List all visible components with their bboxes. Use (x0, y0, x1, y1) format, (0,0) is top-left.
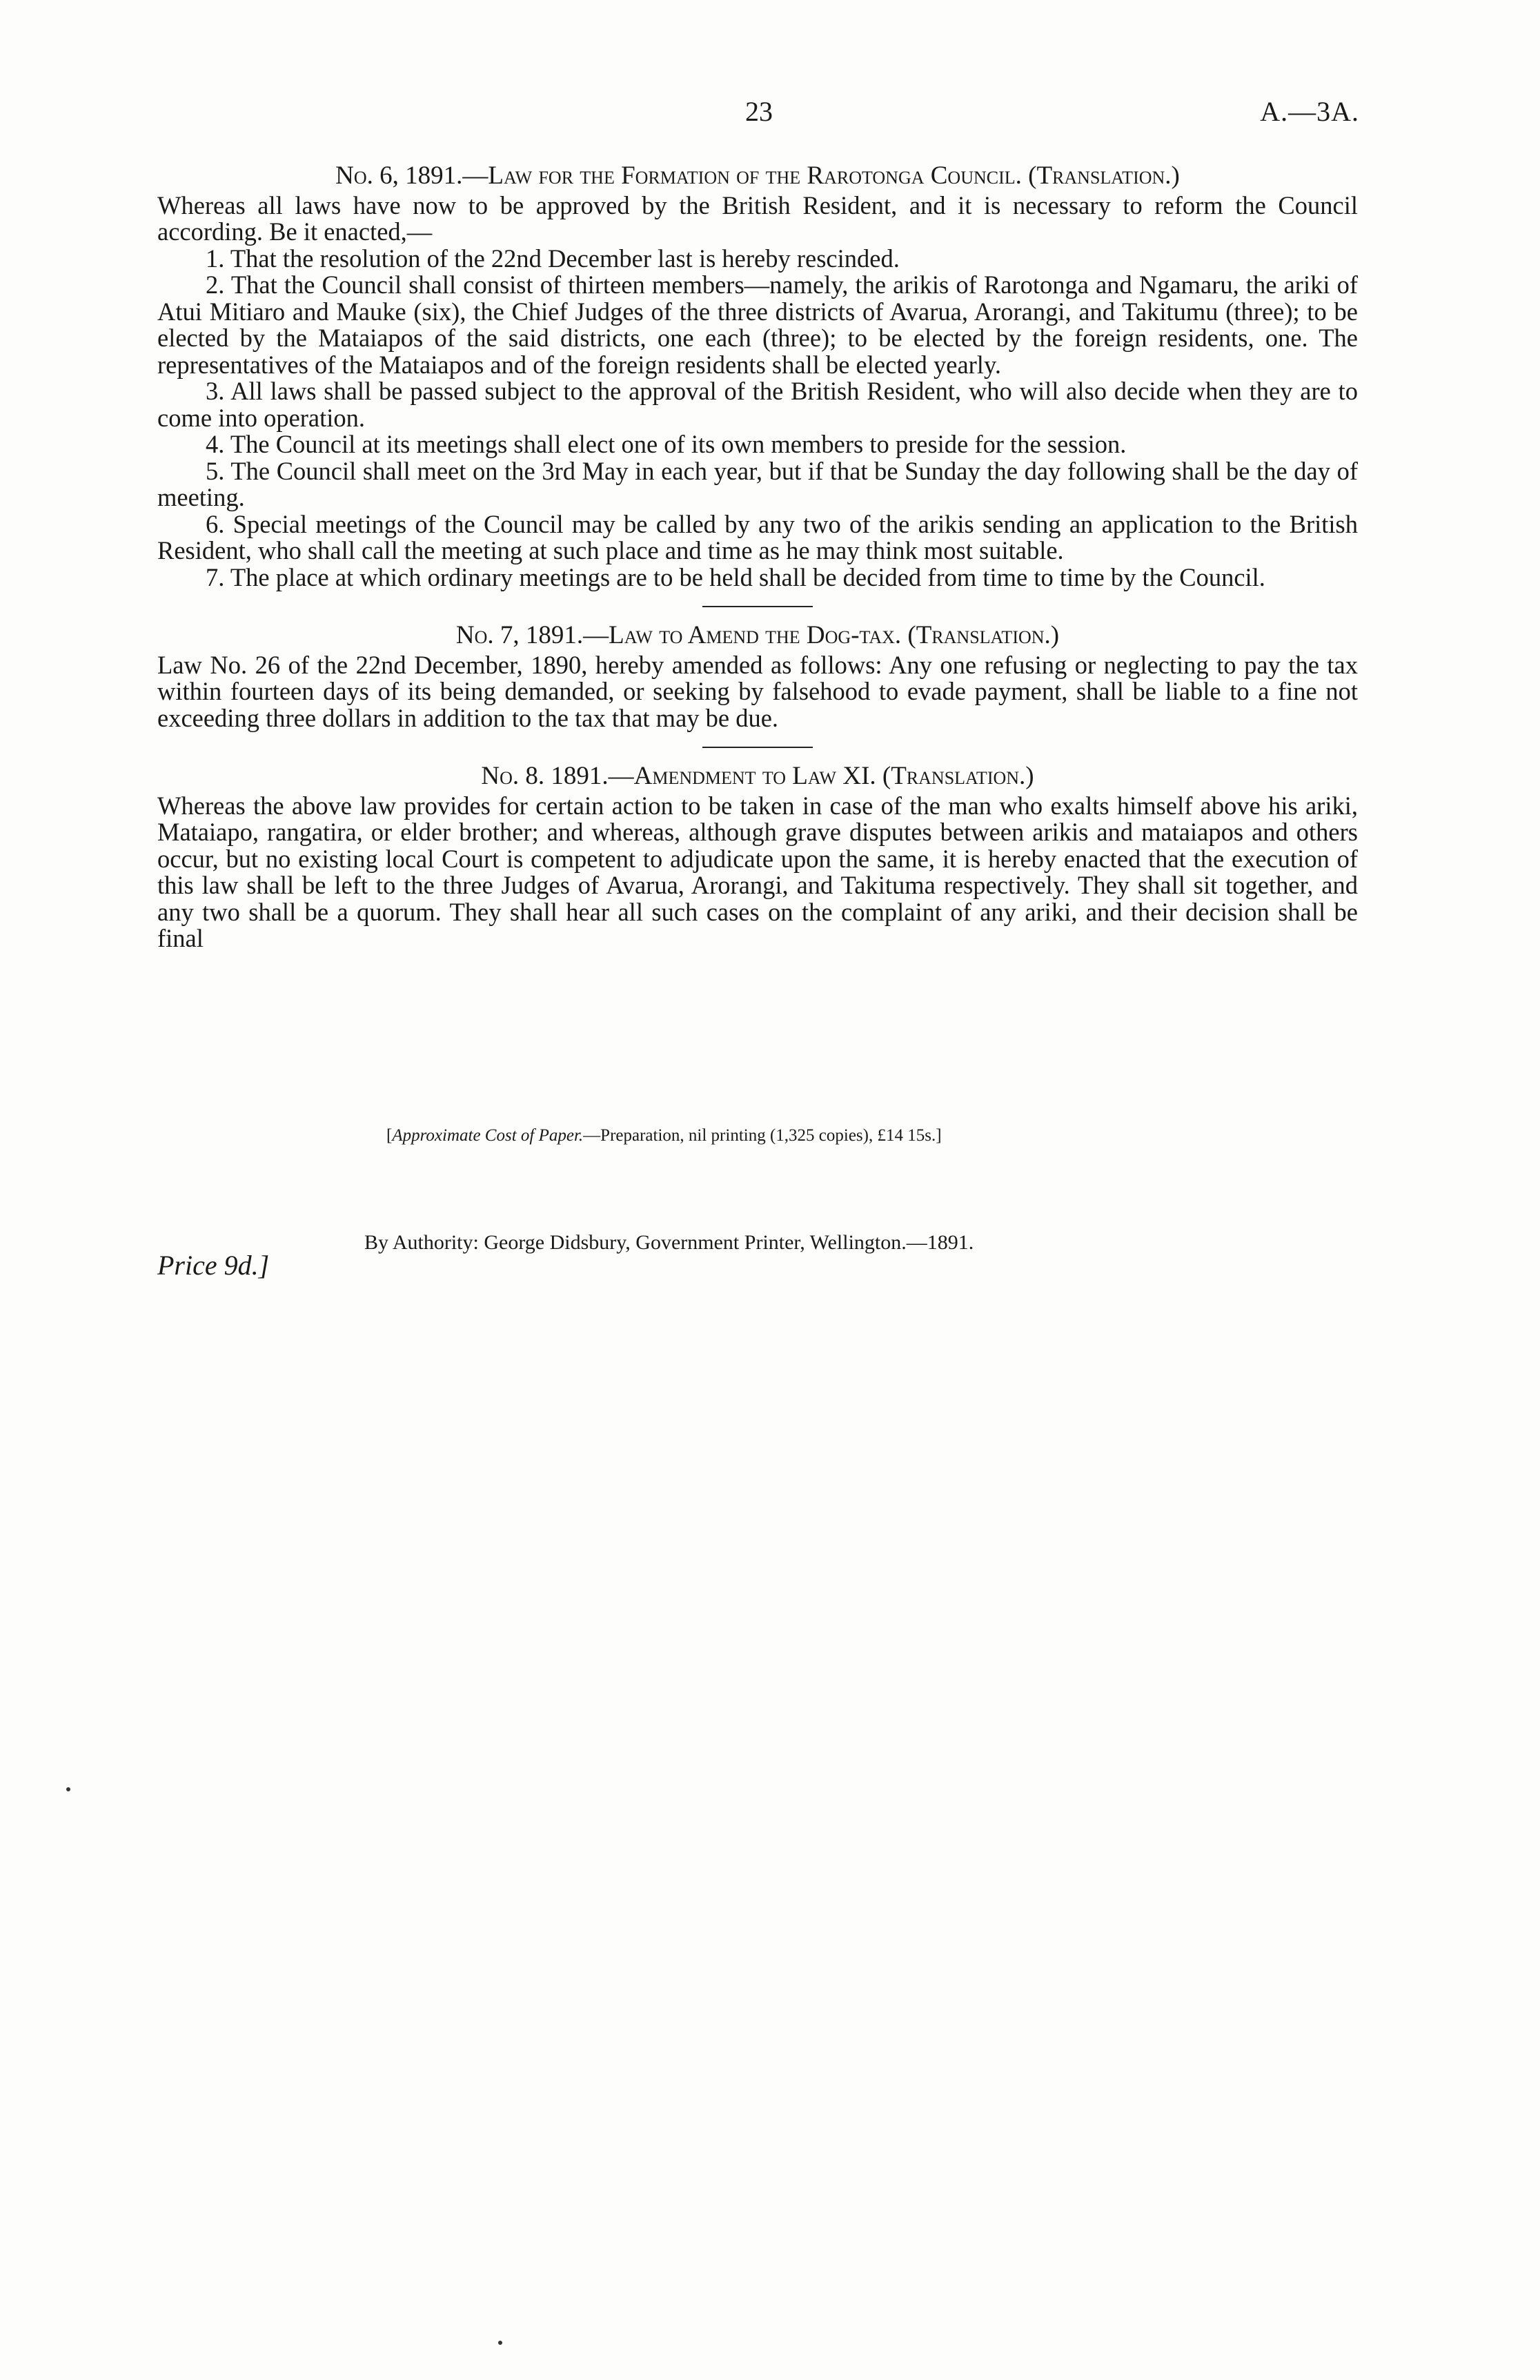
law6-clause-1: 1. That the resolution of the 22nd December last is hereby rescinded. (206, 244, 900, 273)
law7-text: Law No. 26 of the 22nd December, 1890, hereby amended as follows: Any one refusing or neglecting to pay the tax within fourteen days of its being demanded, or seeking by falsehood to evade payment, shall be liable to a fine not exceeding three dollars in addition to the tax that may be due. (157, 650, 1358, 732)
law6-clause-6: 6. Special meetings of the Council may be called by any two of the arikis sending an application to the British Resident, who shall call the meeting at such place and time as he may think most suitable. (157, 509, 1358, 564)
cost-text: —Preparation, nil printing (1,325 copies), £14 15s. (583, 1126, 936, 1145)
document-reference: A.—3A. (1260, 96, 1359, 127)
scan-speck (498, 2341, 502, 2345)
law8-text: Whereas the above law provides for certain action to be taken in case of the man who exalts himself above his ariki, Mataiapo, rangatira, or elder brother; and whereas, although grave disputes between arikis and mataiapos and others occur, but no existing local Court is competent to adjudicate upon the same, it is hereby enacted that the execution of this law shall be left to the three Judges of Avarua, Arorangi, and Takituma respectively. They shall sit together, and any two shall be a quorum. They shall hear all such cases on the complaint of any ariki, and their decision shall be final (157, 791, 1358, 952)
law7-heading: No. 7, 1891.—Law to Amend the Dog-tax. (Translation.) (455, 621, 1060, 649)
section-divider (702, 606, 813, 607)
cost-label: Approximate Cost of Paper. (392, 1126, 584, 1145)
scan-speck (66, 1787, 70, 1791)
law6-clause-2: 2. That the Council shall consist of thirteen members—namely, the arikis of Rarotonga and Ngamaru, the ariki of Atui Mitiaro and Mauke (six), the Chief Judges of the three districts of Avarua, Arorangi, and Takitumu (three); to be elected by the Mataiapos of the said districts, one each (three); to be elected by the foreign residents, one. The representatives of the Mataiapos and of the foreign residents shall be elected yearly. (157, 271, 1358, 379)
law6-preamble: Whereas all laws have now to be approved by the British Resident, and it is necessary to reform the Council according. Be it enacted,— (157, 190, 1358, 246)
law6-clause-7: 7. The place at which ordinary meetings are to be held shall be decided from time to time by the Council. (206, 562, 1265, 591)
page-number: 23 (745, 96, 773, 127)
section-divider (702, 747, 813, 748)
law8-heading: No. 8. 1891.—Amendment to Law XI. (Translation.) (481, 762, 1034, 790)
law6-clause-4: 4. The Council at its meetings shall elect one of its own members to preside for the session. (206, 430, 1127, 458)
law6-clause-5: 5. The Council shall meet on the 3rd May in each year, but if that be Sunday the day following shall be the day of meeting. (157, 456, 1358, 511)
law6-heading: No. 6, 1891.—Law for the Formation of the Rarotonga Council. (Translation.) (335, 161, 1180, 190)
price: Price 9d.] (157, 1250, 270, 1281)
printer-authority: By Authority: George Didsbury, Government Printer, Wellington.—1891. (364, 1231, 974, 1254)
document-body (157, 163, 1358, 952)
law6-clause-3: 3. All laws shall be passed subject to the approval of the British Resident, who will also decide when they are to come into operation. (157, 377, 1358, 432)
cost-note: [Approximate Cost of Paper.—Preparation, nil printing (1,325 copies), £14 15s.] (386, 1126, 942, 1145)
